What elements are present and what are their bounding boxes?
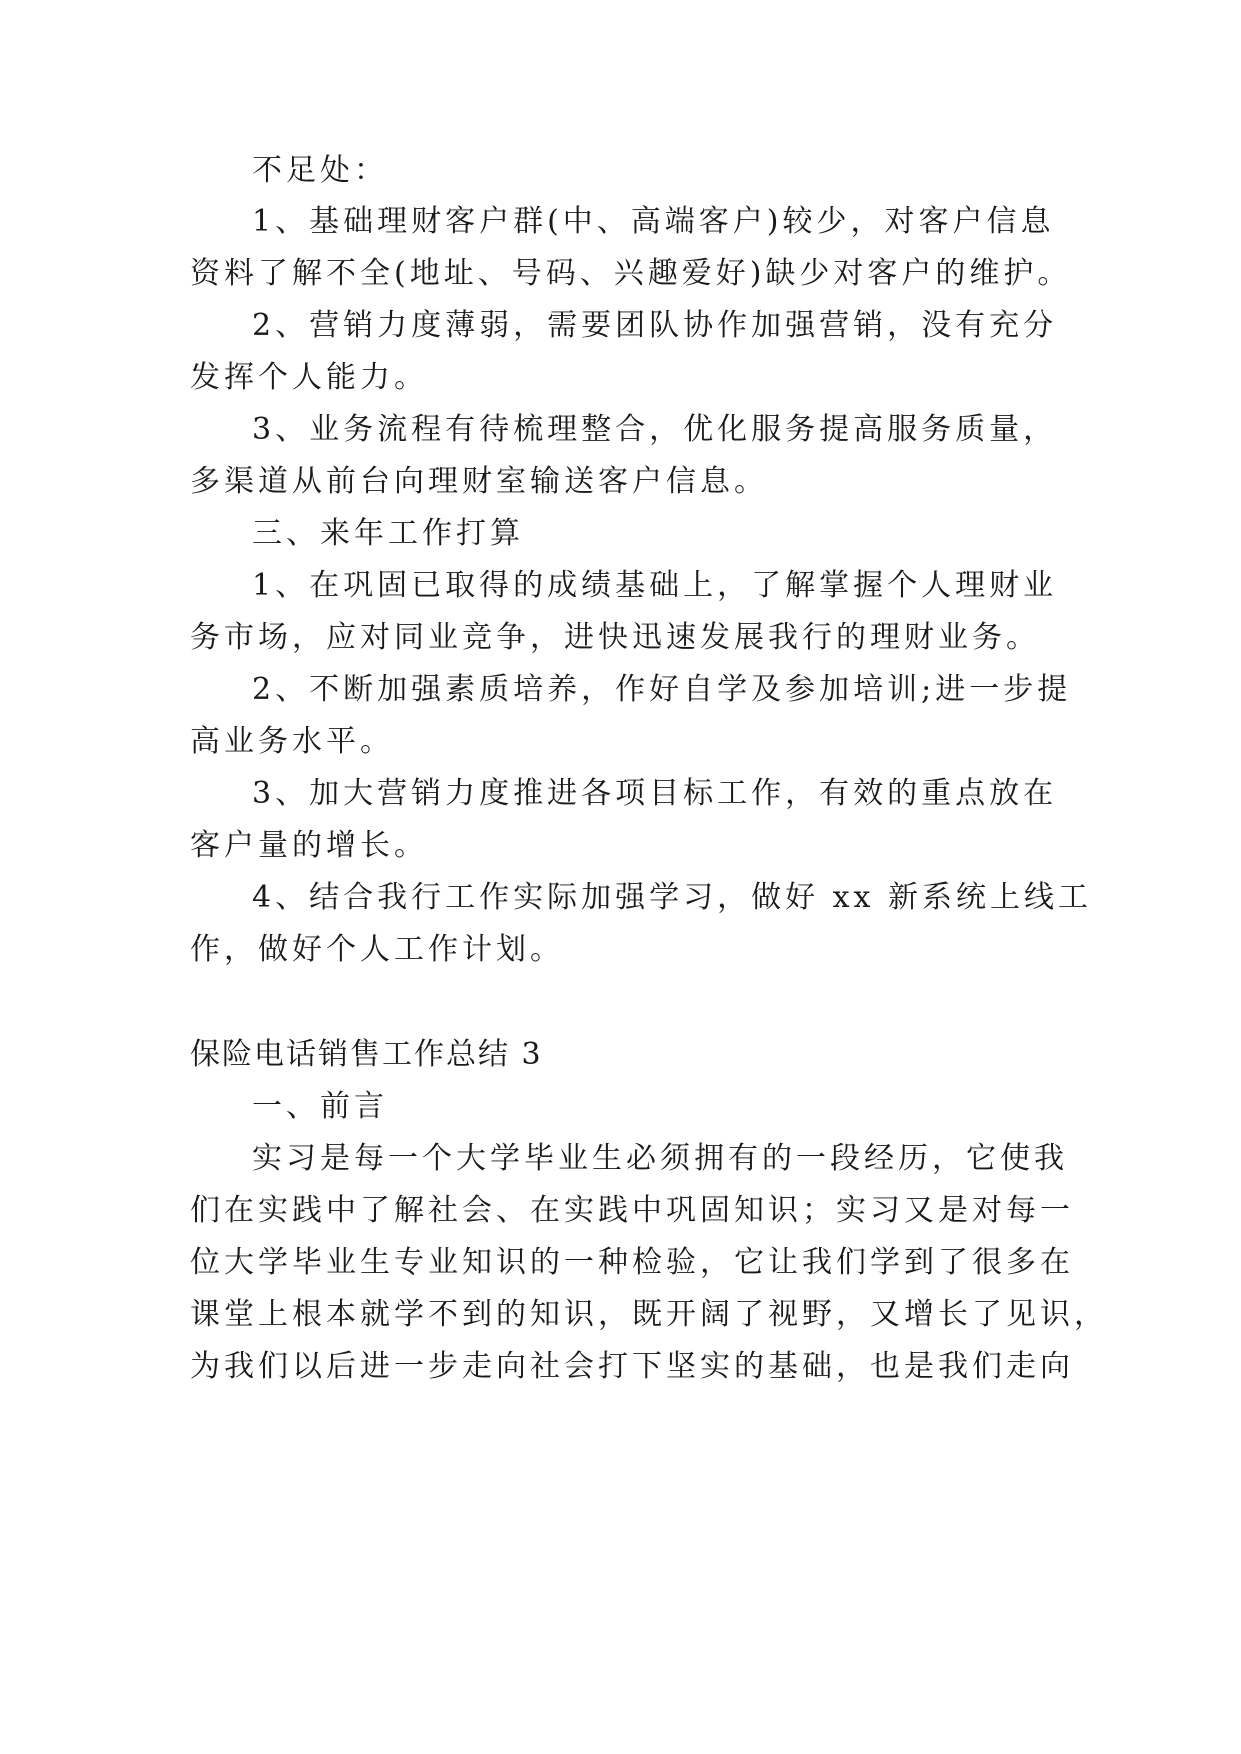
paragraph-line: 3、业务流程有待梳理整合，优化服务提高服务质量，: [252, 412, 1058, 447]
paragraph-line: 2、营销力度薄弱，需要团队协作加强营销，没有充分: [252, 308, 1058, 343]
paragraph-line: 2、不断加强素质培养，作好自学及参加培训;进一步提: [252, 672, 1072, 707]
paragraph-line: 多渠道从前台向理财室输送客户信息。: [190, 464, 768, 499]
paragraph-line: 1、在巩固已取得的成绩基础上，了解掌握个人理财业: [252, 568, 1058, 603]
paragraph-line: 不足处：: [252, 153, 388, 188]
section-heading: 一、前言: [252, 1089, 388, 1124]
paragraph-line: 3、加大营销力度推进各项目标工作，有效的重点放在: [252, 776, 1058, 811]
paragraph-line: 为我们以后进一步走向社会打下坚实的基础，也是我们走向: [190, 1349, 1074, 1384]
paragraph-line: 位大学毕业生专业知识的一种检验，它让我们学到了很多在: [190, 1245, 1074, 1280]
paragraph-line: 资料了解不全(地址、号码、兴趣爱好)缺少对客户的维护。: [190, 256, 1072, 291]
paragraph-line: 课堂上根本就学不到的知识，既开阔了视野，又增长了见识，: [190, 1297, 1108, 1332]
article-title: 保险电话销售工作总结 3: [190, 1037, 543, 1072]
paragraph-line: 务市场，应对同业竞争，进快迅速发展我行的理财业务。: [190, 620, 1040, 655]
paragraph-line: 发挥个人能力。: [190, 360, 428, 395]
paragraph-line: 客户量的增长。: [190, 828, 428, 863]
paragraph-line: 高业务水平。: [190, 724, 394, 759]
paragraph-line: 实习是每一个大学毕业生必须拥有的一段经历，它使我: [252, 1141, 1068, 1176]
paragraph-line: 作，做好个人工作计划。: [190, 932, 564, 967]
section-heading: 三、来年工作打算: [252, 516, 524, 551]
paragraph-line: 1、基础理财客户群(中、高端客户)较少，对客户信息: [252, 204, 1055, 239]
paragraph-line: 们在实践中了解社会、在实践中巩固知识；实习又是对每一: [190, 1193, 1074, 1228]
paragraph-line: 4、结合我行工作实际加强学习，做好 xx 新系统上线工: [252, 880, 1092, 915]
